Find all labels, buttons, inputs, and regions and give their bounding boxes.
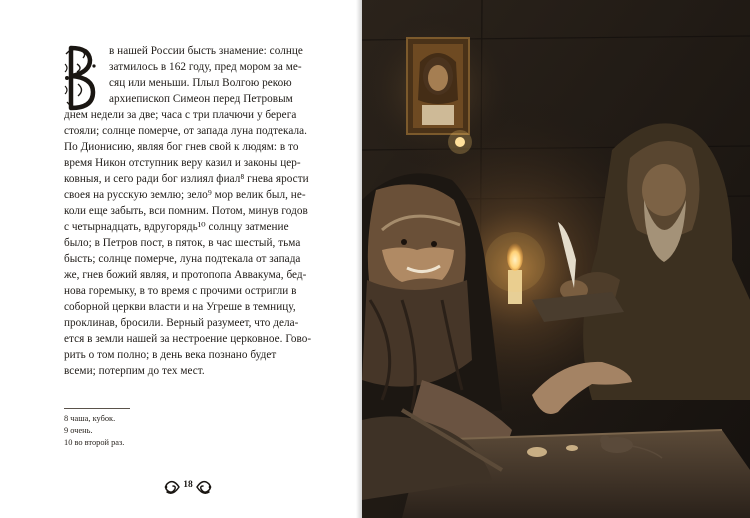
text-line: бысть; солнце померче, луна подтекала от запада xyxy=(64,253,301,265)
page-number: 18 xyxy=(183,480,193,490)
text-line: архиепископ Симеон перед Петровым xyxy=(109,93,293,105)
text-line: всеми; потерпим до тех мест. xyxy=(64,365,205,377)
text-line: своея на русскую землю; зело⁹ мор велик был, не- xyxy=(64,189,306,201)
illustration xyxy=(362,0,750,518)
footnote: 8 чаша, кубок. xyxy=(64,414,116,423)
text-line: сяц или меньши. Плыл Волгою рекою xyxy=(109,77,292,89)
text-line: проклинав, бросили. Верный разумеет, что дела- xyxy=(64,317,299,329)
wall-icon-painting xyxy=(407,38,469,134)
text-line: нова горемыку, в то время с прочими остригли в xyxy=(64,285,297,297)
text-line: коли еще забыть, вси помним. Потом, минув годов xyxy=(64,205,308,217)
text-line: стояли; солнце померче, от запада луна подтекала. xyxy=(64,125,307,137)
text-line: было; в Петров пост, в пяток, в час шестый, тьма xyxy=(64,237,301,249)
illustration-page xyxy=(362,0,750,518)
text-line: ковныя, и сего ради бог излиял фиал⁸ гнева ярости xyxy=(64,173,309,185)
text-line: днем недели за две; часа с три плачючи у берега xyxy=(64,109,297,121)
ornamental-dropcap-icon xyxy=(63,44,99,112)
text-line: время Никон отступник веру казил и законы цер- xyxy=(64,157,301,169)
footnote-divider xyxy=(64,408,130,409)
text-line: в нашей России бысть знамение: солнце xyxy=(109,45,303,57)
text-line: соборной церкви власти и на Угреше в темницу, xyxy=(64,301,296,313)
footnote: 10 во второй раз. xyxy=(64,438,125,447)
text-line: затмилось в 162 году, пред мором за ме- xyxy=(109,61,302,73)
text-line: По Дионисию, являя бог гнев свой к людям: в то xyxy=(64,141,299,153)
text-line: же, гнев божий являя, и протопопа Аввакума, бед- xyxy=(64,269,307,281)
text-page xyxy=(0,0,362,518)
footnote: 9 очень. xyxy=(64,426,93,435)
text-line: ется в земли нашей за нестроение церковное. Гово- xyxy=(64,333,312,345)
text-line: с четырнадцать, вдругорядь¹⁰ солнцу затмение xyxy=(64,221,289,233)
text-line: рить о том полно; в день века познано будет xyxy=(64,349,277,361)
